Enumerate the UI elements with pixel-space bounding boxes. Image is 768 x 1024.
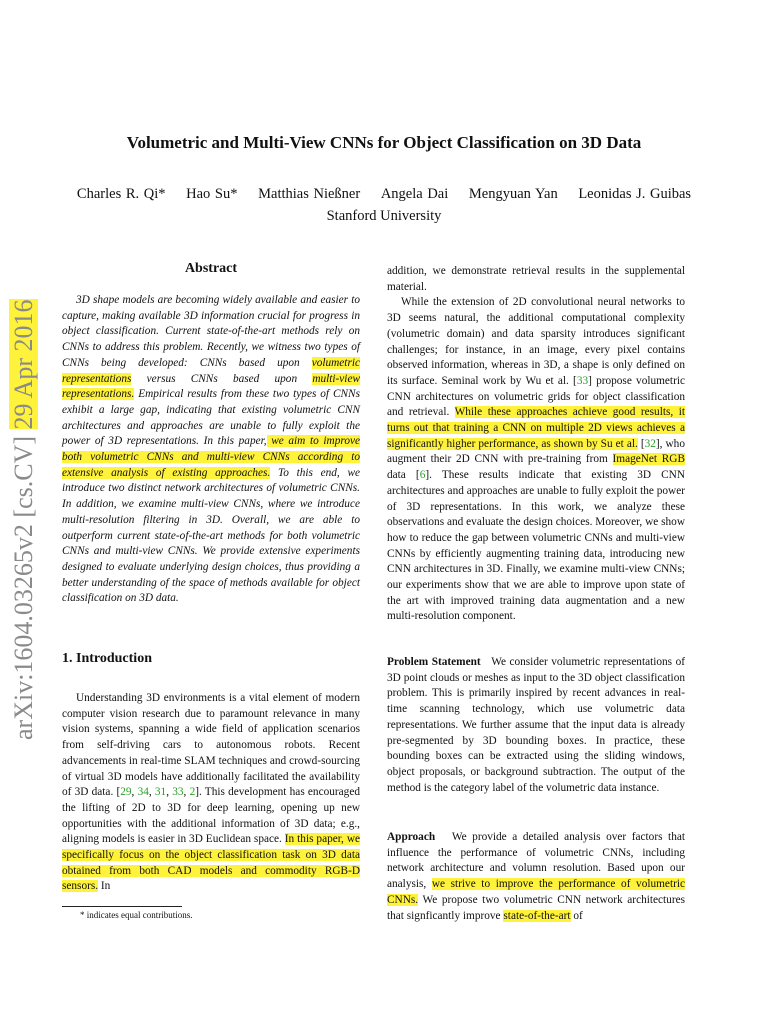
citation-link[interactable]: 29 xyxy=(120,786,132,799)
affiliation: Stanford University xyxy=(326,208,442,224)
body-text: ]. This development has encouraged the lifting of 2D to 3D for deep learning, opening up new opportunities with the additional information of 3D data; e.g., aligning models is easier in 3D Euclidean space. xyxy=(62,786,360,846)
problem-statement-paragraph xyxy=(387,655,685,796)
section-heading-introduction: 1. Introduction xyxy=(62,651,152,666)
citation-link[interactable]: 32 xyxy=(644,437,656,450)
citation-link[interactable]: 31 xyxy=(154,786,167,799)
body-text: In xyxy=(98,880,111,893)
footnote-rule xyxy=(62,906,182,907)
abstract-text: Empirical results from these two types of CNNs exhibit a large gap, indicating that existing volumetric CNN architectures and approaches are unable to fully exploit the power of 3D representations. In this paper, xyxy=(62,388,360,448)
body-text: data [ xyxy=(387,469,420,482)
footnote: * indicates equal contributions. xyxy=(80,910,193,920)
author: Leonidas J. Guibas xyxy=(578,186,692,202)
author-list xyxy=(0,186,768,203)
author: Hao Su* xyxy=(186,186,238,202)
introduction-body: Understanding 3D environments is a vital element of modern computer vision research due to paramount relevance in many vision systems, spanning a wide field of application scenarios from self-driving cars to autonomous robots. Recent advancements in real-time SLAM techniques and crowd-sourcing of virtual 3D models have additionally facilitated the availability of 3D data. [29, 34, 31, 33, 2]. This development has encouraged the lifting of 2D to 3D for deep learning, opening up new opportunities with the additional information of 3D data; e.g., aligning models is easier in 3D Euclidean space. In this paper, we specifically focus on the object classification task on 3D data obtained from both CAD models and commodity RGB-D sensors. In xyxy=(62,692,361,893)
approach-paragraph xyxy=(387,830,685,924)
body-text: We provide a detailed analysis over factors that influence the performance of volumetric CNNs, including network architecture and volumn resolution. Based upon our analysis, xyxy=(387,831,685,891)
arxiv-date: 29 Apr 2016 xyxy=(9,299,38,430)
abstract-text: 3D shape models are becoming widely available and easier to capture, making available 3D information crucial for progress in object classification. Current state-of-the-art methods rely on CNNs to address this problem. Recently, we witness two types of CNNs being developed: CNNs based upon xyxy=(62,294,360,369)
body-text: ], who augment their 2D CNN with pre-training from xyxy=(387,437,685,466)
highlight: we strive to improve the performance of volumetric CNNs. xyxy=(387,878,685,906)
paper-title: Volumetric and Multi-View CNNs for Object Classification on 3D Data xyxy=(126,133,642,152)
citation-link[interactable]: 6 xyxy=(419,469,426,482)
run-in-heading: Approach xyxy=(387,831,436,843)
abstract-body xyxy=(62,293,360,607)
body-text: addition, we demonstrate retrieval results in the supplemental material. xyxy=(387,265,685,293)
highlight: While these approaches achieve good results, it turns out that training a CNN on multiple 2D views achieves a significantly higher performance, as shown by Su et al. xyxy=(387,406,685,450)
citation-link[interactable]: 2 xyxy=(189,786,196,799)
body-text: ]. These results indicate that existing 3D CNN architectures and approaches are unable to fully exploit the power of 3D representations. In this work, we analyze these observations and evaluate the design choices. Moreover, we show how to reduce the gap between volumetric CNNs and multi-view CNNs by efficiently augmenting training data, introducing new CNN architectures in 3D. Finally, we examine multi-view CNNs; our experiments show that we are able to improve upon state of the art with improved training data augmentation and a new multi-resolution component. xyxy=(387,469,686,623)
highlight: state-of-the-art xyxy=(503,909,571,922)
author: Mengyuan Yan xyxy=(468,186,558,202)
arxiv-stamp xyxy=(6,268,42,740)
abstract-text: To this end, we introduce two distinct network architectures of volumetric CNNs. In addition, we examine multi-view CNNs, where we introduce multi-resolution filtering in 3D. Overall, we are able to outperform current state-of-the-art methods for both volumetric CNNs and multi-view CNNs. We provide extensive experiments designed to evaluate underlying design choices, thus providing a better understanding of the space of methods available for object classification on 3D data. xyxy=(62,466,360,605)
right-column-intro xyxy=(387,264,685,625)
arxiv-category: [cs.CV] xyxy=(9,435,38,518)
run-in-heading: Problem Statement xyxy=(387,656,481,668)
author: Angela Dai xyxy=(380,186,449,202)
body-text: We propose two volumetric CNN network architectures that signficantly improve xyxy=(387,893,685,922)
highlight: volumetric representations xyxy=(62,356,360,385)
body-text: While the extension of 2D convolutional neural networks to 3D seems natural, the additional computational complexity (volumetric domain) and data sparsity introduces significant challenges; for instance, in an image, every pixel contains observed information, whereas in 3D, a shape is only defined on its surface. Seminal work by Wu et al. [ xyxy=(387,296,685,387)
arxiv-id: arXiv:1604.03265v2 xyxy=(9,524,38,740)
highlight: In this paper, we specifically focus on the object classification task on 3D data obtained from both CAD models and commodity RGB-D sensors. xyxy=(62,833,361,893)
body-text: ] propose volumetric CNN architectures on volumetric grids for object classification and retrieval. xyxy=(387,374,685,419)
abstract-heading: Abstract xyxy=(184,261,238,276)
body-text: [ xyxy=(637,437,645,450)
highlight: multi-view representations. xyxy=(62,372,360,401)
author: Charles R. Qi* xyxy=(76,186,166,202)
highlight: ImageNet RGB xyxy=(612,453,685,466)
citation-link[interactable]: 33 xyxy=(172,786,184,799)
citation-link[interactable]: 34 xyxy=(137,786,149,799)
author: Matthias Nießner xyxy=(258,186,361,202)
body-text: We consider volumetric representations of 3D point clouds or meshes as input to the 3D object classification problem. This is primarily inspired by recent advances in real-time scanning technology, which use volumetric data representations. We further assume that the input data is already pre-segmented by 3D bounding boxes. In practice, these bounding boxes can be extracted using the sliding windows, object proposals, or background subtraction. The output of the method is the category label of the volumetric data instance. xyxy=(387,656,685,794)
citation-link[interactable]: 33 xyxy=(576,374,589,387)
abstract-text: versus CNNs based upon xyxy=(131,372,313,385)
highlight: we aim to improve both volumetric CNNs and multi-view CNNs according to extensive analysis of existing approaches. xyxy=(62,435,360,479)
body-text: Understanding 3D environments is a vital element of modern computer vision research due to paramount relevance in many vision systems, spanning a wide field of application scenarios from self-driving cars to autonomous robots. Recent advancements in real-time SLAM techniques and crowd-sourcing of virtual 3D models have additionally facilitated the availability of 3D data. [ xyxy=(62,692,360,799)
body-text: of xyxy=(570,909,583,922)
